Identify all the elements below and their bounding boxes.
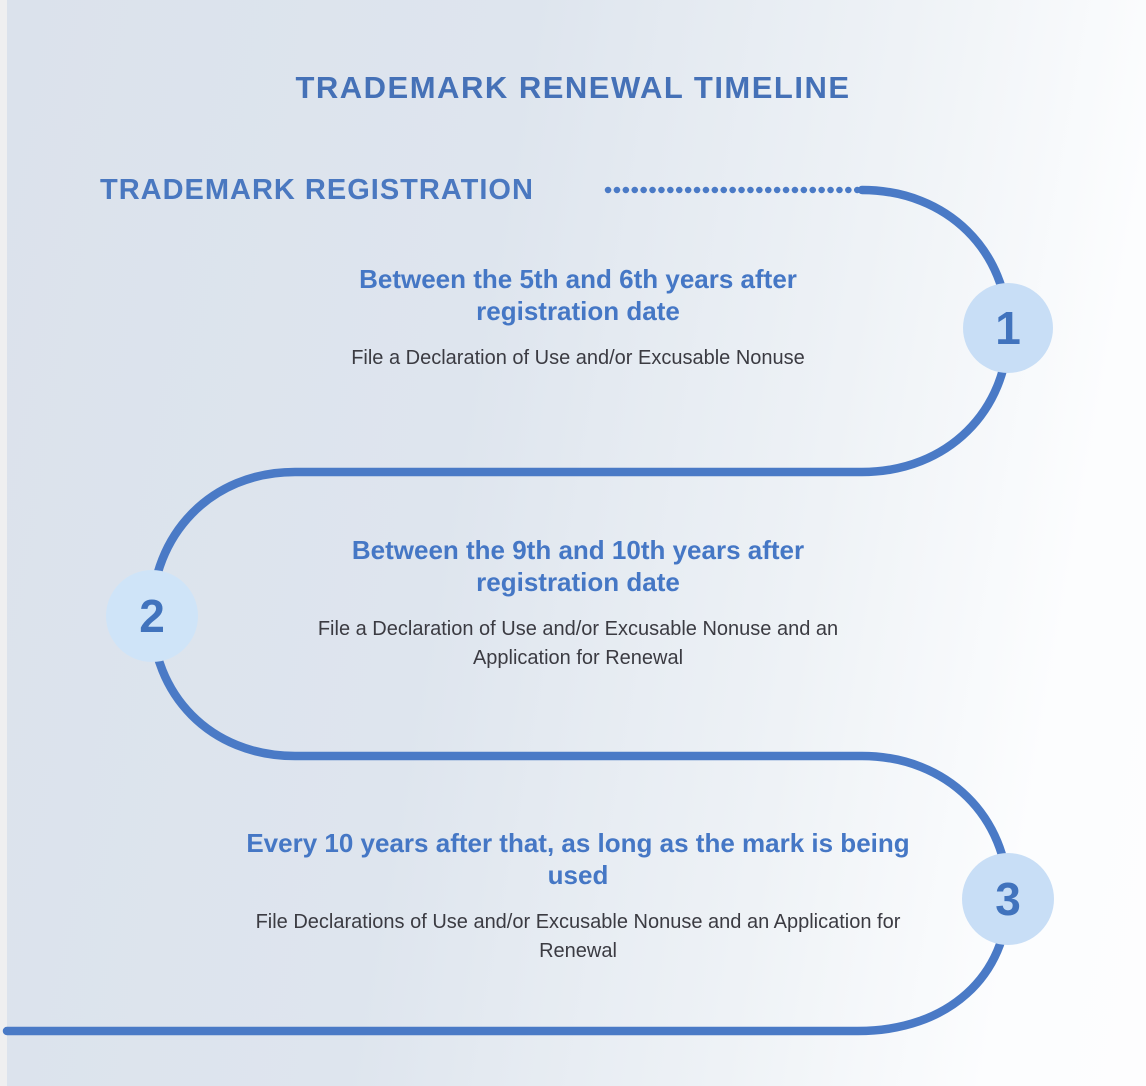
step-2-number: 2 xyxy=(139,590,165,642)
step-3-heading: Every 10 years after that, as long as the mark is being used xyxy=(246,828,910,890)
timeline-step-1 xyxy=(268,263,888,373)
step-2-heading: Between the 9th and 10th years after registration date xyxy=(351,535,805,597)
start-label: TRADEMARK REGISTRATION xyxy=(100,174,534,206)
timeline-step-2 xyxy=(268,534,888,673)
page-title: TRADEMARK RENEWAL TIMELINE xyxy=(295,70,851,105)
step-1-number: 1 xyxy=(995,302,1021,354)
timeline-step-3 xyxy=(228,827,928,966)
step-number-badge-3 xyxy=(962,853,1054,945)
step-3-description: File Declarations of Use and/or Excusable Nonuse and an Application for Renewal xyxy=(255,911,901,962)
step-3-number: 3 xyxy=(995,873,1021,925)
step-1-heading: Between the 5th and 6th years after registration date xyxy=(359,264,797,326)
step-1-description: File a Declaration of Use and/or Excusable Nonuse xyxy=(351,347,805,369)
step-2-description: File a Declaration of Use and/or Excusable Nonuse and an Application for Renewal xyxy=(317,618,839,669)
step-number-badge-2 xyxy=(106,570,198,662)
step-number-badge-1 xyxy=(963,283,1053,373)
